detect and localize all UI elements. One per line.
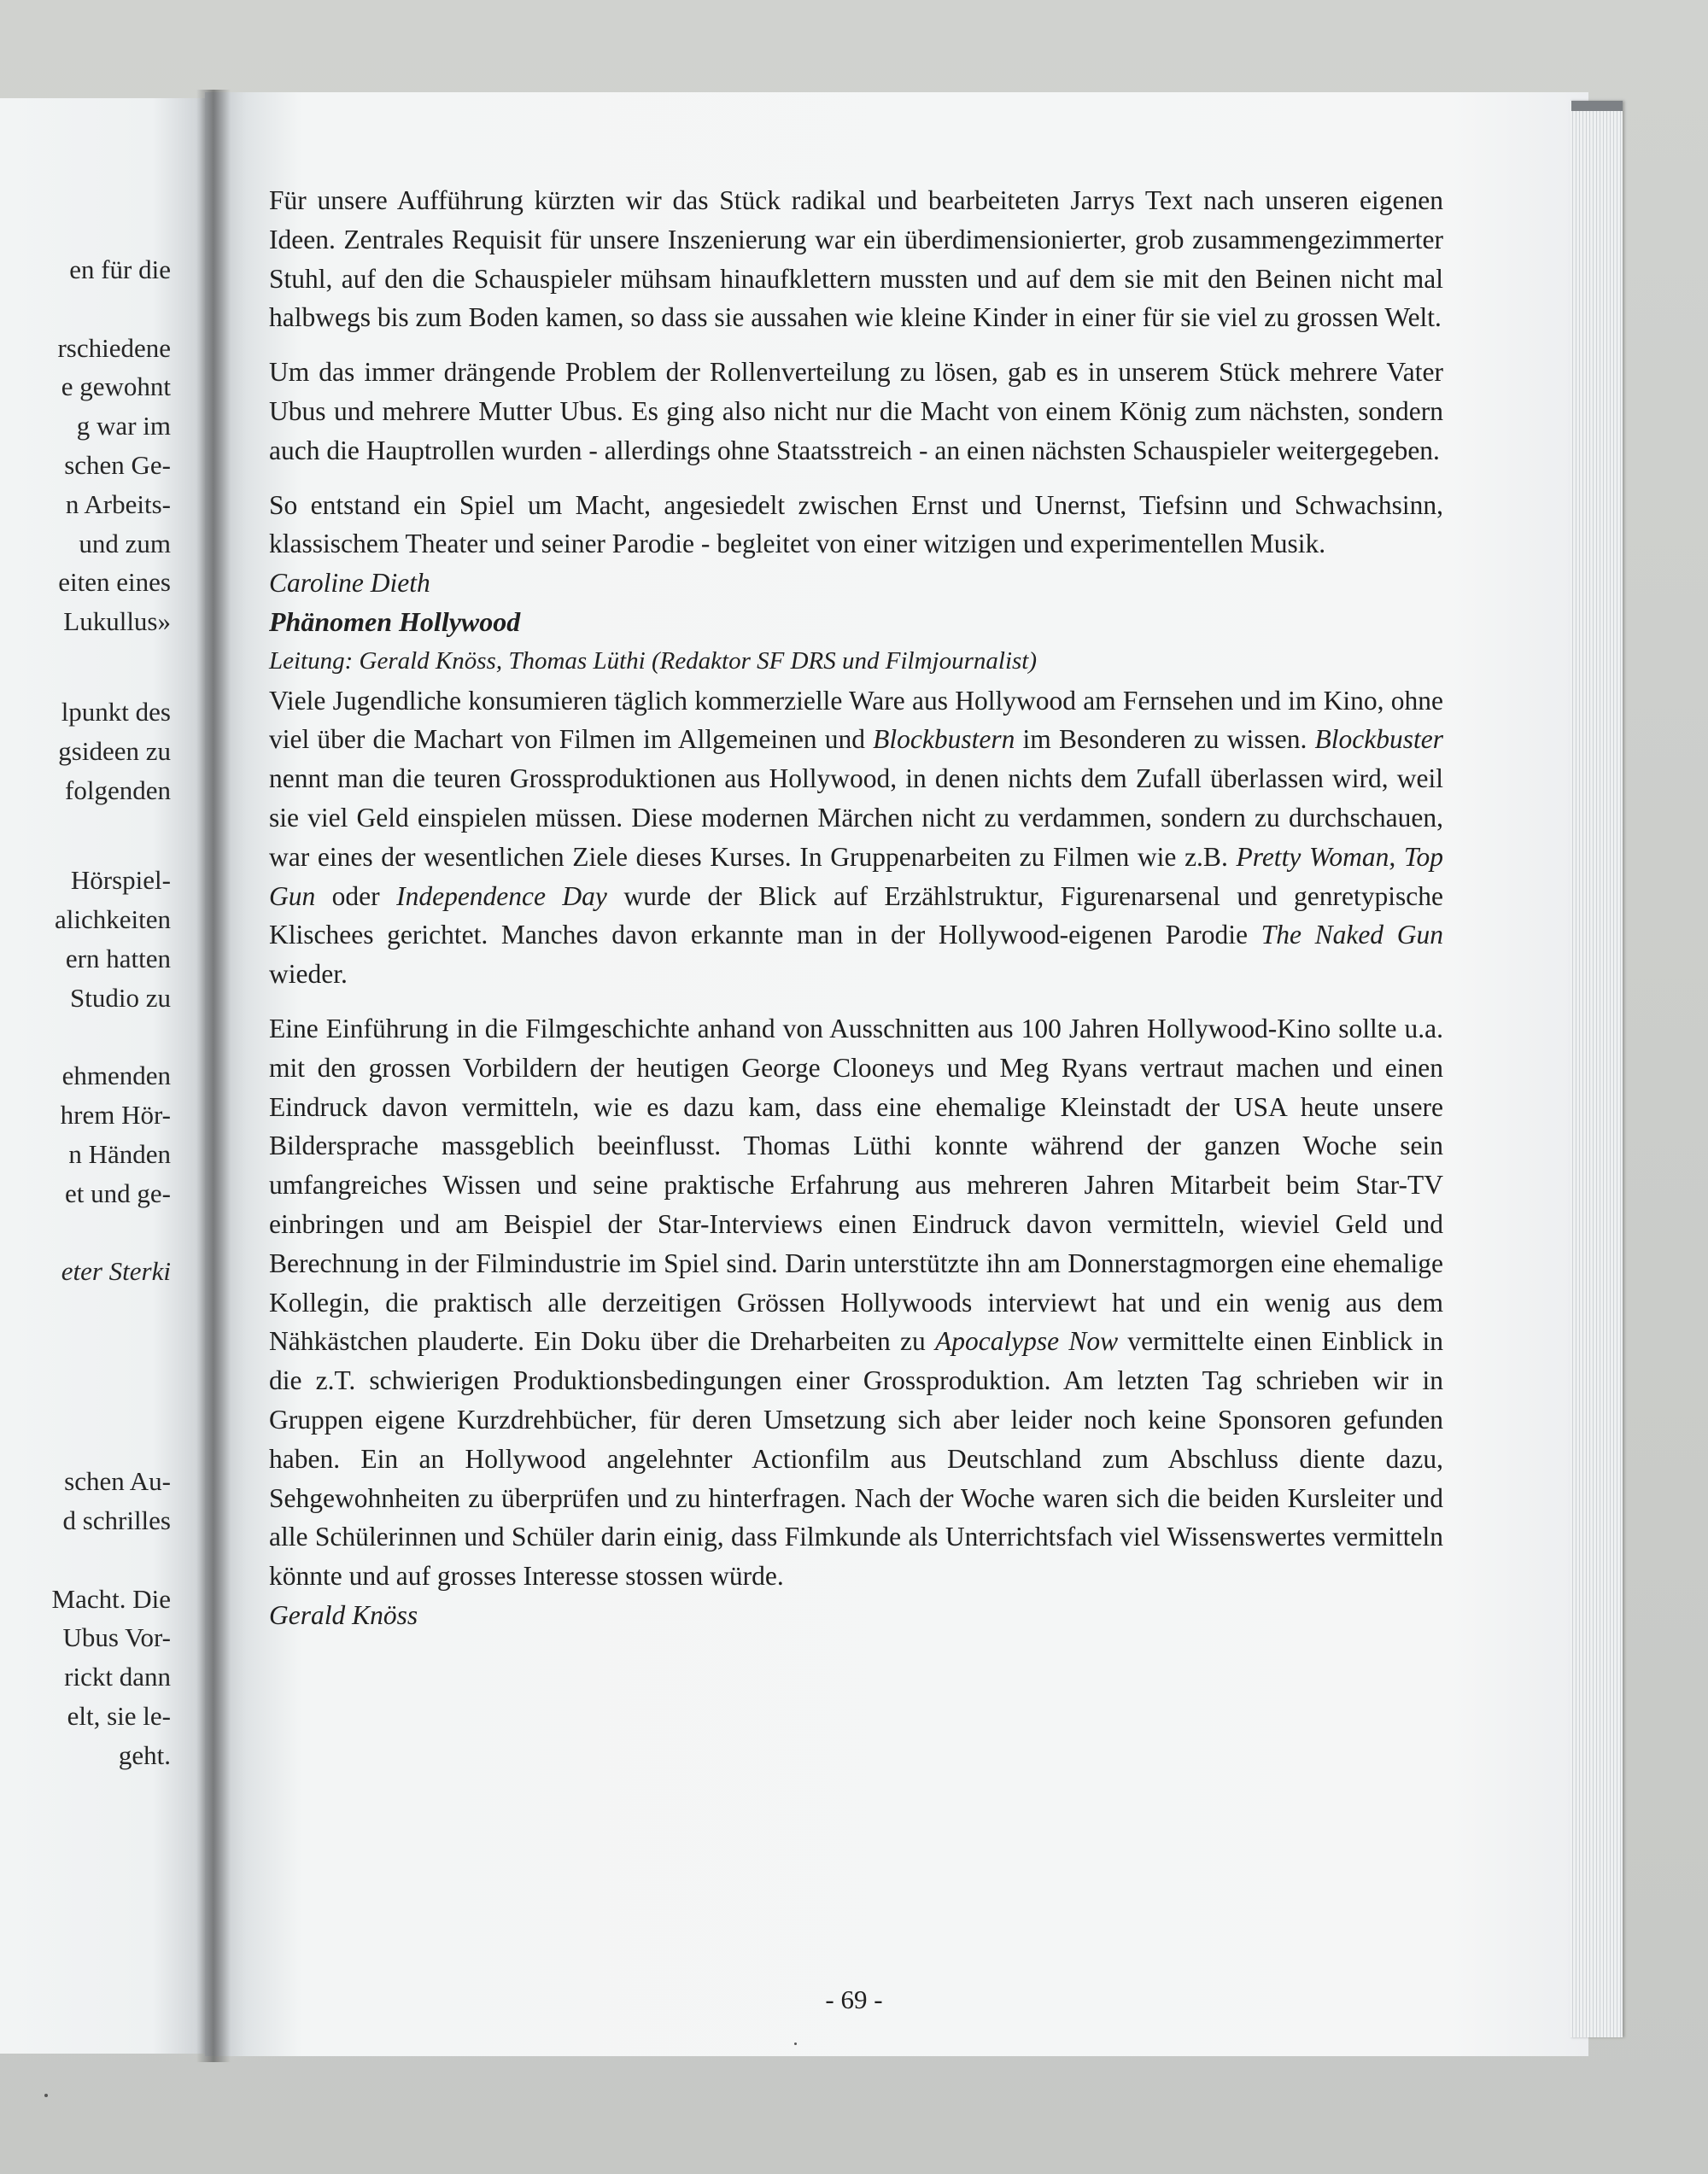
- left-line: folgenden: [65, 774, 171, 805]
- scan-speck: [794, 2043, 797, 2045]
- left-line: n Arbeits-: [65, 488, 171, 519]
- left-line: und zum: [79, 528, 171, 558]
- left-line: hrem Hör-: [60, 1100, 171, 1131]
- left-line: Studio zu: [70, 982, 171, 1013]
- text-run: nennt man die teuren Grossproduktionen aus Hollywood, in denen nichts dem Zufall überlassen wird, weil sie viel Geld einspielen müssen. Diese modernen Märchen nicht zu verdammen, sondern zu durchschauen, war eines der wesentlichen Ziele dieses Kurses. In Gruppenarbeiten zu Filmen wie z.B.: [269, 763, 1443, 872]
- left-line: gsideen zu: [58, 735, 171, 766]
- left-line: lpunkt des: [61, 696, 171, 727]
- left-line: schen Au-: [64, 1466, 171, 1497]
- text-run: Viele Jugendliche konsumieren täglich kommerzielle Ware aus Hollywood am Fernsehen und im Kino, ohne viel über die Machart von Filmen im Allgemeinen und: [269, 685, 1443, 755]
- left-line: [0, 1540, 171, 1580]
- main-page-content: [269, 181, 1443, 1635]
- author-signature-2: Gerald Knöss: [269, 1599, 418, 1630]
- left-line: geht.: [118, 1739, 171, 1770]
- left-line: Lukullus»: [63, 606, 171, 637]
- paragraph-intro-1: Für unsere Aufführung kürzten wir das Stück radikal und bearbeiteten Jarrys Text nach unseren eigenen Ideen. Zentrales Requisit für unsere Inszenierung war ein überdimensionierter, grob zusammengezimmerter Stuhl, auf den die Schauspieler mühsam hinaufklettern mussten und auf dem sie mit den Beinen nicht mal halbwegs bis zum Boden kamen, so dass sie aussahen wie kleine Kinder in einer für sie viel zu grossen Welt.: [269, 185, 1443, 333]
- left-gap: [0, 1291, 171, 1334]
- left-gap: [0, 1334, 171, 1376]
- italic-term: Blockbuster: [1314, 724, 1443, 755]
- left-line: rschiedene: [57, 332, 171, 363]
- text-run: oder: [315, 880, 397, 911]
- left-line: d schrilles: [62, 1505, 171, 1535]
- left-line: rickt dann: [64, 1662, 171, 1692]
- facing-page-left: [0, 98, 218, 2054]
- course-leaders: Leitung: Gerald Knöss, Thomas Lüthi (Redaktor SF DRS und Filmjournalist): [269, 646, 1037, 675]
- author-signature-1: Caroline Dieth: [269, 568, 430, 599]
- book-gutter-shadow: [196, 90, 231, 2062]
- left-line: Macht. Die: [51, 1583, 171, 1614]
- left-line: eter Sterki: [61, 1256, 171, 1287]
- paragraph-intro-3: So entstand ein Spiel um Macht, angesiedelt zwischen Ernst und Unernst, Tiefsinn und Schwachsinn, klassischem Theater und seiner Parodie - begleitet von einer witzigen und experimentellen Musik.: [269, 489, 1443, 559]
- text-run: wurde der Blick auf Erzählstruktur, Figurenarsenal und genretypische Klischees gerichtet. Manches davon erkannte man in der Hollywood-eigenen Parodie: [269, 880, 1443, 950]
- facing-page-text: [0, 250, 171, 1775]
- left-gap: [0, 641, 171, 693]
- paragraph-intro-2: Um das immer drängende Problem der Rollenverteilung zu lösen, gab es in unserem Stück mehrere Vater Ubus und mehrere Mutter Ubus. Es ging also nicht nur die Macht von einem König zum nächsten, sondern auch die Hauptrollen wurden - allerdings ohne Staatsstreich - an einen nächsten Schauspieler weitergegeben.: [269, 357, 1443, 465]
- left-line: [0, 289, 171, 329]
- italic-term: Blockbustern: [873, 724, 1015, 755]
- left-line: elt, sie le-: [67, 1700, 171, 1731]
- left-gap: [0, 809, 171, 861]
- left-line: n Händen: [68, 1138, 171, 1169]
- left-line: en für die: [69, 254, 171, 284]
- paragraph-hollywood-1: [269, 681, 1443, 994]
- text-run: wieder.: [269, 959, 348, 990]
- italic-term: Independence Day: [396, 880, 607, 911]
- page-edge-stack: [1570, 101, 1623, 2037]
- section-heading: Phänomen Hollywood: [269, 605, 521, 637]
- scan-speck: [44, 2094, 48, 2097]
- left-line: Ubus Vor-: [62, 1622, 171, 1653]
- left-line: alichkeiten: [55, 904, 171, 935]
- italic-term: Apocalypse Now: [934, 1326, 1119, 1357]
- paragraph-hollywood-2: [269, 1009, 1443, 1596]
- left-line: [0, 1213, 171, 1253]
- left-line: Hörspiel-: [70, 865, 171, 896]
- text-run: vermittelte einen Einblick in die z.T. schwierigen Produktionsbedingungen einer Grossproduktion. Am letzten Tag schrieben wir in Gruppen eigene Kurzdrehbücher, für deren Umsetzung sich aber leider noch keine Sponsoren gefunden haben. Ein an Hollywood angelehnter Actionfilm aus Deutschland zum Abschluss diente dazu, Sehgewohnheiten zu überprüfen und zu hinterfragen. Nach der Woche waren sich die beiden Kursleiter und alle Schülerinnen und Schüler darin einig, dass Filmkunde als Unterrichtsfach viel Wissenswertes vermitteln könnte und auf grosses Interesse stossen würde.: [269, 1326, 1444, 1592]
- italic-term: Pretty Woman, Top Gun: [269, 841, 1443, 911]
- page-edge-top: [1571, 101, 1623, 111]
- italic-term: The Naked Gun: [1261, 920, 1443, 950]
- left-gap: [0, 1376, 171, 1419]
- left-line: e gewohnt: [61, 371, 171, 402]
- left-line: [0, 1018, 171, 1057]
- text-run: im Besonderen zu wissen.: [1015, 724, 1315, 755]
- left-line: g war im: [76, 411, 171, 441]
- left-line: et und ge-: [65, 1178, 171, 1208]
- left-gap: [0, 1419, 171, 1462]
- text-run: Eine Einführung in die Filmgeschichte anhand von Ausschnitten aus 100 Jahren Hollywood-Kino sollte u.a. mit den grossen Vorbildern der heutigen George Clooneys und Meg Ryans vertraut machen und einen Eindruck davon vermitteln, wie es dazu kam, dass eine ehemalige Kleinstadt der USA heute unsere Bildersprache massgeblich beeinflusst. Thomas Lüthi konnte während der ganzen Woche sein umfangreiches Wissen und seine praktische Erfahrung aus mehreren Jahren Mitarbeit beim Star-TV einbringen und am Beispiel der Star-Interviews einen Eindruck davon vermitteln, wieviel Geld und Berechnung in der Filmindustrie im Spiel sind. Darin unterstützte ihn am Donnerstagmorgen eine ehemalige Kollegin, die praktisch alle derzeitigen Grössen Hollywoods interviewt hat und ein wenig aus dem Nähkästchen plauderte. Ein Doku über die Dreharbeiten zu: [269, 1013, 1443, 1357]
- page-number: - 69 -: [825, 1984, 883, 2014]
- left-line: ehmenden: [61, 1061, 171, 1091]
- left-line: ern hatten: [65, 943, 171, 973]
- left-line: eiten eines: [58, 567, 171, 598]
- left-line: schen Ge-: [64, 449, 171, 480]
